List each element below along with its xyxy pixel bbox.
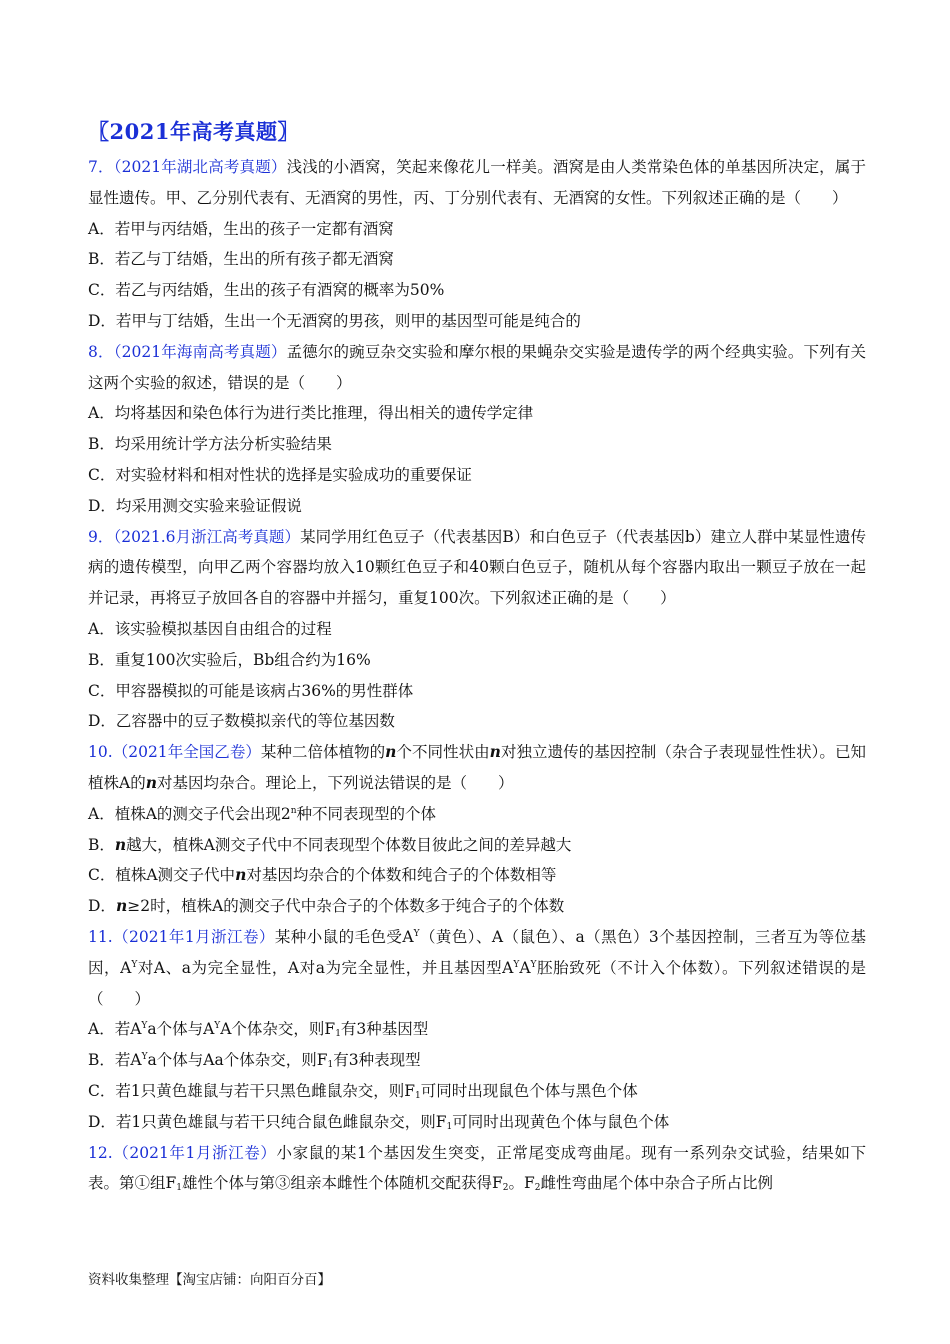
option-text: 对基因均杂合的个体数和纯合子的个体数相等 [246, 866, 557, 885]
superscript-y: Y [141, 1052, 148, 1063]
question-number: 7． [88, 158, 114, 176]
option-b: B．重复100次实验后，Bb组合约为16% [88, 650, 371, 669]
option-text: A．若A [88, 1020, 142, 1039]
question-text: 某种小鼠的毛色受A [274, 927, 414, 946]
question-source: （2021年海南高考真题） [113, 342, 287, 361]
option-text: B． [88, 835, 115, 854]
option-a: A．均将基因和染色体行为进行类比推理，得出相关的遗传学定律 [88, 404, 534, 423]
superscript-y: Y [413, 928, 420, 939]
option-b [88, 830, 866, 861]
option-text: 可同时出现黄色个体与鼠色个体 [452, 1112, 670, 1131]
question-text: 对基因均杂合。理论上，下列说法错误的是（ ） [156, 773, 514, 792]
option-text: 种不同表现型的个体 [296, 804, 437, 823]
option-c: C．甲容器模拟的可能是该病占36%的男性群体 [88, 681, 414, 700]
subscript-1: 1 [335, 1029, 341, 1040]
option-text: C．植株A测交子代中 [88, 866, 236, 885]
option-text: C．若1只黄色雄鼠与若干只黑色雌鼠杂交，则F [88, 1081, 415, 1100]
option-b: B．若乙与丁结婚，生出的所有孩子都无酒窝 [88, 250, 394, 269]
subscript-1: 1 [446, 1121, 453, 1132]
question-text: （黄色）、A（鼠色）、a（黑色）3个基因控制，三者互为等位基因，A [88, 927, 866, 977]
option-text: a个体与Aa个体杂交，则F [147, 1051, 328, 1070]
option-text: D．若1只黄色雄鼠与若干只纯合鼠色雌鼠杂交，则F [88, 1112, 447, 1131]
question-10-stem [88, 737, 866, 799]
question-text: 某同学用红色豆子（代表基因B）和白色豆子（代表基因b）建立人群中某显性遗传病的遗传模型，向甲乙两个容器均放入10颗红色豆子和40颗白色豆子，随机从每个容器内取出一颗豆子放在一起并记录，再将豆子放回各自的容器中并摇匀，重复100次。下列叙述正确的是（ ） [88, 527, 866, 608]
question-12-stem [88, 1138, 866, 1200]
superscript-y: Y [530, 959, 537, 970]
option-d: D．若甲与丁结婚，生出一个无酒窝的男孩，则甲的基因型可能是纯合的 [88, 311, 581, 330]
question-number: 10. [88, 743, 113, 762]
question-number: 11. [88, 927, 113, 946]
option-b: B．均采用统计学方法分析实验结果 [88, 435, 332, 454]
option-text: a个体与A [147, 1020, 215, 1039]
option-a [88, 1014, 866, 1045]
option-text: 越大，植株A测交子代中不同表现型个体数目彼此之间的差异越大 [126, 835, 572, 854]
option-text: B．若A [88, 1051, 142, 1070]
variable-n: n [489, 742, 501, 762]
option-b [88, 1045, 866, 1076]
question-number: 12. [88, 1143, 113, 1162]
option-text: 可同时出现鼠色个体与黑色个体 [420, 1081, 638, 1100]
superscript-y: Y [513, 959, 520, 970]
option-c [88, 860, 866, 891]
subscript-1: 1 [176, 1183, 182, 1194]
option-text: 有3种基因型 [340, 1020, 429, 1039]
option-text: A个体杂交，则F [220, 1020, 336, 1039]
variable-n: n [235, 865, 247, 885]
variable-n: n [115, 896, 128, 916]
question-text: 浅浅的小酒窝，笑起来像花儿一样美。酒窝是由人类常染色体的单基因所决定，属于显性遗传。甲、乙分别代表有、无酒窝的男性，丙、丁分别代表有、无酒窝的女性。下列叙述正确的是（ ） [88, 158, 866, 207]
option-d [88, 891, 866, 922]
variable-n: n [114, 834, 127, 854]
option-a [88, 799, 866, 830]
section-title: 〖2021年高考真题〗 [88, 119, 299, 144]
question-source: （2021.6月浙江高考真题） [113, 527, 301, 546]
question-text: 雌性弯曲尾个体中杂合子所占比例 [540, 1174, 774, 1193]
question-number: 9． [88, 527, 114, 546]
superscript-y: Y [141, 1021, 148, 1032]
option-text: ≥2时，植株A的测交子代中杂合子的个体数多于纯合子的个体数 [127, 897, 565, 916]
question-text: 小家鼠的某1个基因发生突变，正常尾变成弯曲尾。现有一系列杂交试验，结果如下表。第①组F [88, 1143, 866, 1193]
subscript-2: 2 [534, 1183, 541, 1194]
question-7-stem [88, 152, 866, 214]
question-text: 。F [508, 1174, 535, 1193]
option-a: A．若甲与丙结婚，生出的孩子一定都有酒窝 [88, 219, 394, 238]
question-9-stem [88, 522, 866, 614]
subscript-1: 1 [327, 1060, 334, 1071]
question-source: （2021年全国乙卷） [112, 743, 261, 762]
question-list [88, 152, 866, 1199]
option-text: A．植株A的测交子代会出现2 [88, 804, 291, 823]
superscript-y: Y [214, 1021, 221, 1032]
question-text: 对独立遗传的基因控制（杂合子表现显性性状）。已知植株A的 [88, 743, 866, 792]
option-c: C．对实验材料和相对性状的选择是实验成功的重要保证 [88, 465, 472, 484]
variable-n: n [145, 772, 157, 792]
option-d: D．乙容器中的豆子数模拟亲代的等位基因数 [88, 712, 395, 731]
page-footer: 资料收集整理【淘宝店铺：向阳百分百】 [88, 1272, 331, 1288]
question-11-stem [88, 922, 866, 1014]
option-text: 有3种表现型 [333, 1051, 421, 1070]
option-a: A．该实验模拟基因自由组合的过程 [88, 619, 332, 638]
question-source: （2021年1月浙江卷） [112, 927, 275, 946]
option-text: D． [88, 897, 116, 916]
question-8-stem [88, 337, 866, 399]
subscript-1: 1 [414, 1090, 421, 1101]
question-text: 雄性个体与第③组亲本雌性个体随机交配获得F [182, 1174, 503, 1193]
variable-n: n [385, 742, 397, 762]
question-text: 某种二倍体植物的 [260, 743, 386, 762]
question-source: （2021年湖北高考真题） [113, 158, 287, 176]
subscript-2: 2 [502, 1183, 509, 1194]
option-d [88, 1107, 866, 1138]
option-c [88, 1076, 866, 1107]
question-source: （2021年1月浙江卷） [112, 1143, 277, 1162]
option-d: D．均采用测交实验来验证假说 [88, 496, 302, 515]
option-c: C．若乙与丙结婚，生出的孩子有酒窝的概率为50% [88, 281, 445, 300]
question-text: 对A、a为完全显性，A对a为完全显性，并且基因型A [137, 958, 514, 977]
question-text: 胚胎致死（不计入个体数）。下列叙述错误的是（ ） [88, 958, 866, 1008]
question-text: 孟德尔的豌豆杂交实验和摩尔根的果蝇杂交实验是遗传学的两个经典实验。下列有关这两个实验的叙述，错误的是（ ） [88, 342, 866, 392]
question-number: 8． [88, 342, 114, 361]
question-text: A [519, 958, 531, 977]
question-text: 个不同性状由 [396, 743, 490, 762]
exponent-n: n [290, 805, 297, 816]
superscript-y: Y [131, 959, 138, 970]
